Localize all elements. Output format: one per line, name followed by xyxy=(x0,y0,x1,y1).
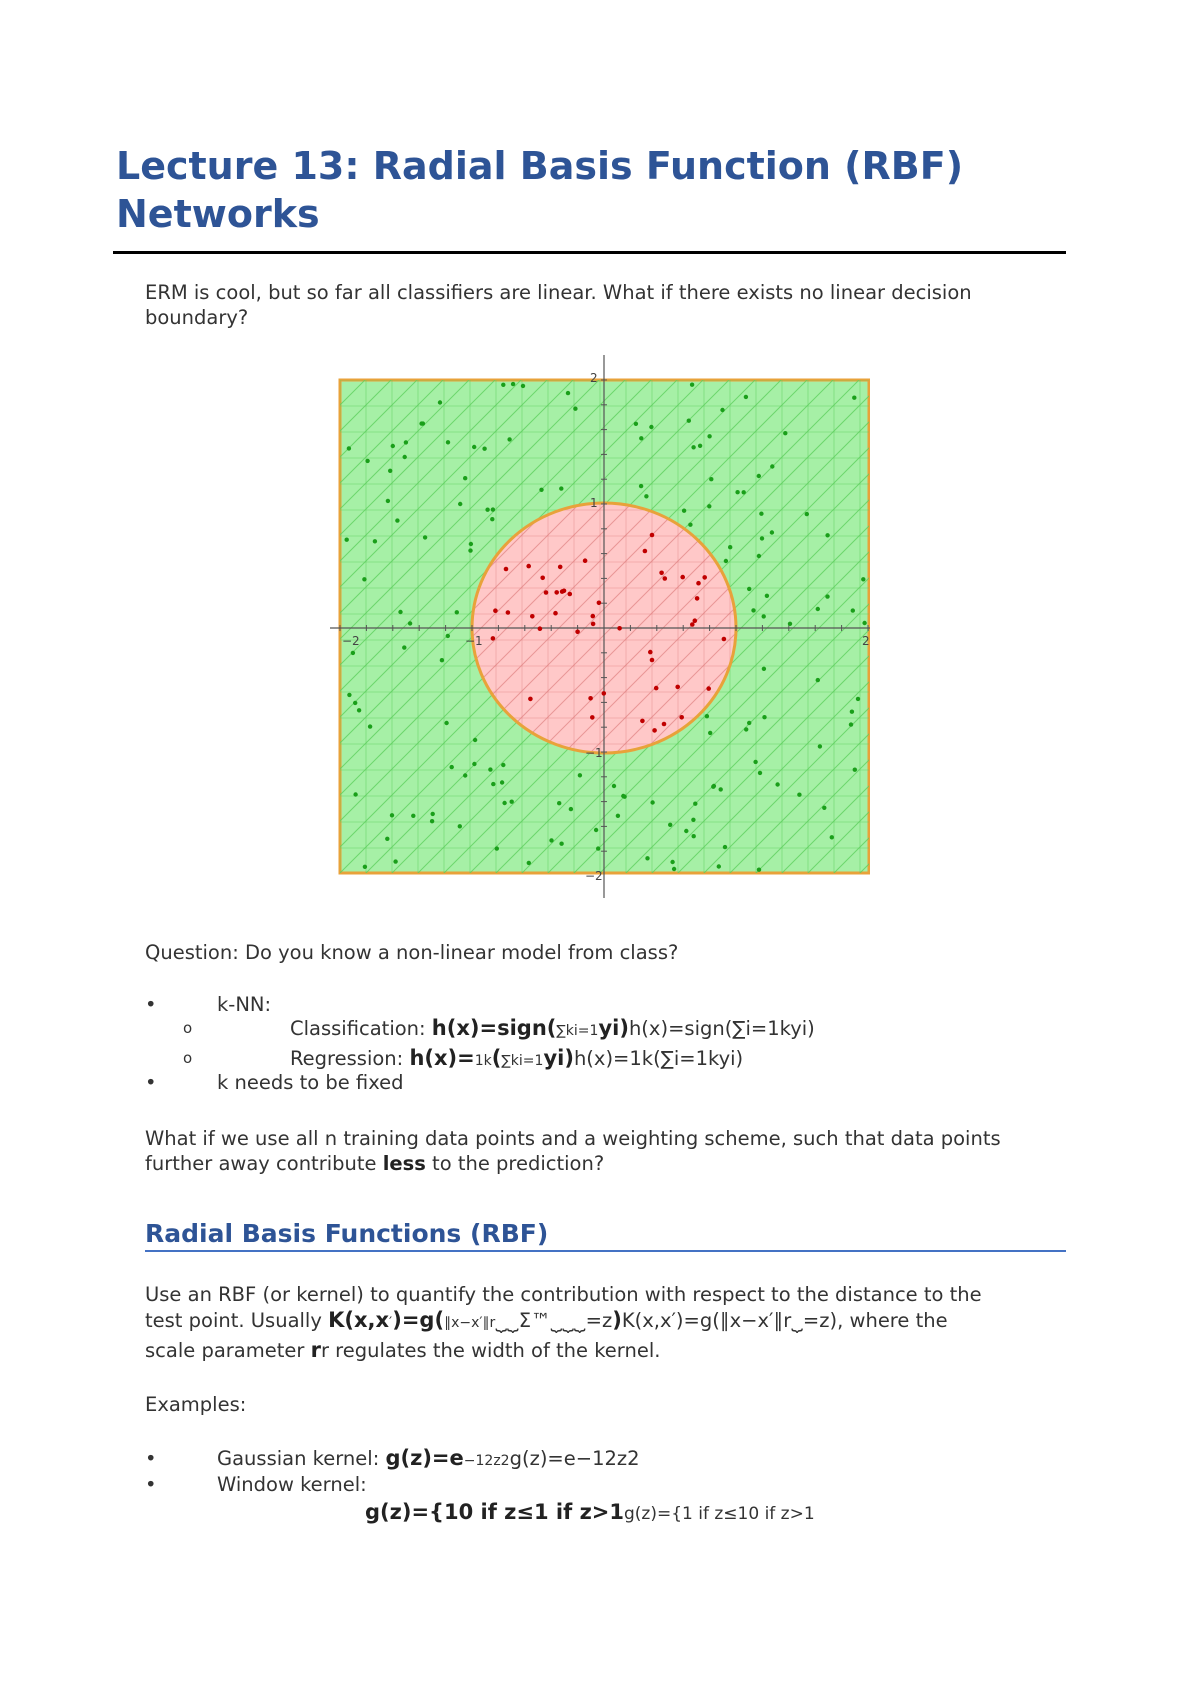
class-a-point xyxy=(353,792,357,796)
class-a-point xyxy=(634,422,638,426)
class-b-point xyxy=(544,590,549,595)
class-a-point xyxy=(707,434,711,438)
regression-math-frac: 1k xyxy=(474,1053,492,1069)
bullet-icon: • xyxy=(145,1473,157,1496)
rbf-line-1: Use an RBF (or kernel) to quantify the contribution with respect to the distance to the xyxy=(145,1283,982,1306)
classification-math-close: ) xyxy=(619,1016,629,1040)
class-a-point xyxy=(362,577,366,581)
rbf-line-2-prefix: test point. Usually xyxy=(145,1309,329,1332)
class-a-point xyxy=(760,536,764,540)
class-a-point xyxy=(596,846,600,850)
class-b-point xyxy=(553,611,558,616)
class-a-point xyxy=(357,708,361,712)
class-a-point xyxy=(708,731,712,735)
class-b-point xyxy=(530,614,535,619)
class-a-point xyxy=(818,744,822,748)
class-a-point xyxy=(612,784,616,788)
class-a-point xyxy=(510,800,514,804)
class-b-point xyxy=(650,658,655,663)
hatch-line xyxy=(330,380,339,873)
class-a-point xyxy=(569,807,573,811)
class-a-point xyxy=(559,842,563,846)
class-a-point xyxy=(458,824,462,828)
kernel-math-plain: K(x,x′)=g(∥x−x′∥r⏟=z) xyxy=(621,1309,838,1332)
class-a-point xyxy=(751,608,755,612)
class-a-point xyxy=(762,614,766,618)
class-a-point xyxy=(472,762,476,766)
x-tick-label-neg2: −2 xyxy=(342,634,360,648)
class-a-point xyxy=(672,867,676,871)
decision-boundary-figure xyxy=(330,350,870,898)
class-a-point xyxy=(758,771,762,775)
weighting-text-after: to the prediction? xyxy=(425,1152,605,1175)
y-tick-label-neg2: −2 xyxy=(585,869,603,883)
class-a-point xyxy=(365,459,369,463)
class-a-point xyxy=(450,765,454,769)
class-a-point xyxy=(684,829,688,833)
class-a-point xyxy=(690,383,694,387)
regression-math-close: ) xyxy=(564,1046,574,1070)
class-a-point xyxy=(495,846,499,850)
regression-prefix: Regression: xyxy=(290,1047,410,1070)
class-a-point xyxy=(639,484,643,488)
class-a-point xyxy=(446,440,450,444)
class-b-point xyxy=(680,575,685,580)
class-a-point xyxy=(805,512,809,516)
rbf-line-2-suffix: , where the xyxy=(837,1309,948,1332)
class-a-point xyxy=(762,667,766,671)
regression-math-sum: ∑ki=1 xyxy=(501,1053,544,1069)
class-a-point xyxy=(712,784,716,788)
class-b-point xyxy=(663,576,668,581)
scale-param-plain: r xyxy=(320,1339,329,1362)
class-b-point xyxy=(659,571,664,576)
gaussian-math-exp: −12z2 xyxy=(463,1453,510,1469)
kernel-math-brace: ⏟⏟Σ™⏟⏟⏟=z xyxy=(495,1309,613,1332)
class-a-point xyxy=(411,814,415,818)
question-paragraph: Question: Do you know a non-linear model from class? xyxy=(145,941,679,964)
window-math-big: g(z)={10 if z≤1 if z>1 xyxy=(365,1500,624,1524)
classification-math-plain: h(x)=sign(∑i=1kyi) xyxy=(628,1017,815,1040)
kernel-math-b: )=g( xyxy=(392,1308,445,1332)
class-a-point xyxy=(578,773,582,777)
intro-paragraph: ERM is cool, but so far all classifiers are linear. What if there exists no linear decision boundary? xyxy=(145,281,972,329)
class-a-point xyxy=(691,445,695,449)
class-a-point xyxy=(816,607,820,611)
class-a-point xyxy=(539,488,543,492)
rbf-line-3-prefix: scale parameter xyxy=(145,1339,311,1362)
bullet-icon: • xyxy=(145,1447,157,1470)
class-a-point xyxy=(363,865,367,869)
class-a-point xyxy=(723,845,727,849)
class-a-point xyxy=(408,621,412,625)
class-a-point xyxy=(616,814,620,818)
kernel-math-a: K(x,x xyxy=(328,1308,390,1332)
class-a-point xyxy=(719,787,723,791)
window-kernel-formula xyxy=(365,1500,815,1524)
knn-label: k-NN: xyxy=(217,993,272,1016)
class-b-point xyxy=(654,686,659,691)
title-divider xyxy=(113,251,1066,254)
y-tick-label-pos1: 1 xyxy=(590,496,598,510)
window-math-plain: g(z)={1 if z≤10 if z>1 xyxy=(624,1504,815,1524)
class-a-point xyxy=(783,431,787,435)
class-b-point xyxy=(526,564,531,569)
section-heading-rbf: Radial Basis Functions (RBF) xyxy=(145,1219,549,1248)
class-a-point xyxy=(473,738,477,742)
class-a-point xyxy=(720,408,724,412)
class-a-point xyxy=(852,396,856,400)
rbf-line-2 xyxy=(145,1308,1065,1336)
class-a-point xyxy=(444,721,448,725)
weighting-text-bold: less xyxy=(382,1152,426,1175)
class-a-point xyxy=(388,469,392,473)
class-a-point xyxy=(649,425,653,429)
class-b-point xyxy=(652,728,657,733)
class-a-point xyxy=(830,835,834,839)
class-a-point xyxy=(709,477,713,481)
class-a-point xyxy=(511,382,515,386)
class-a-point xyxy=(622,795,626,799)
class-b-point xyxy=(675,685,680,690)
class-a-point xyxy=(469,542,473,546)
class-b-point xyxy=(554,590,559,595)
class-b-point xyxy=(679,715,684,720)
class-a-point xyxy=(744,395,748,399)
class-a-point xyxy=(488,767,492,771)
class-a-point xyxy=(491,782,495,786)
window-prefix: Window kernel: xyxy=(217,1473,367,1496)
class-a-point xyxy=(386,499,390,503)
class-b-point xyxy=(696,581,701,586)
class-a-point xyxy=(707,504,711,508)
class-b-point xyxy=(491,636,496,641)
class-b-point xyxy=(506,610,511,615)
regression-math-yi: yi xyxy=(543,1046,565,1070)
class-a-point xyxy=(688,523,692,527)
class-b-point xyxy=(575,630,580,635)
bullet-icon: • xyxy=(145,993,157,1016)
class-a-point xyxy=(507,437,511,441)
class-a-point xyxy=(757,868,761,872)
class-a-point xyxy=(735,490,739,494)
class-a-point xyxy=(747,721,751,725)
classification-math-a: h(x)=sign( xyxy=(431,1016,557,1040)
class-a-point xyxy=(438,400,442,404)
class-a-point xyxy=(753,760,757,764)
class-a-point xyxy=(762,715,766,719)
sub-bullet-icon: o xyxy=(183,1019,193,1037)
class-a-point xyxy=(705,714,709,718)
class-a-point xyxy=(816,678,820,682)
class-b-point xyxy=(562,589,567,594)
class-a-point xyxy=(645,856,649,860)
class-a-point xyxy=(862,621,866,625)
x-tick-label-pos2: 2 xyxy=(862,634,870,648)
class-a-point xyxy=(747,587,751,591)
class-b-point xyxy=(588,696,593,701)
x-tick-label-neg1: −1 xyxy=(465,634,483,648)
class-a-point xyxy=(455,610,459,614)
class-b-point xyxy=(591,614,596,619)
class-b-point xyxy=(538,626,543,631)
class-a-point xyxy=(853,768,857,772)
regression-math-open: ( xyxy=(491,1046,502,1070)
class-a-point xyxy=(797,793,801,797)
class-a-point xyxy=(668,823,672,827)
class-b-point xyxy=(583,558,588,563)
class-a-point xyxy=(825,533,829,537)
class-a-point xyxy=(765,594,769,598)
class-a-point xyxy=(446,634,450,638)
decision-boundary-plot xyxy=(330,350,870,898)
class-a-point xyxy=(485,508,489,512)
class-a-point xyxy=(398,610,402,614)
class-a-point xyxy=(385,837,389,841)
class-a-point xyxy=(573,407,577,411)
class-a-point xyxy=(500,780,504,784)
weighting-text-before: What if we use all n training data points and a weighting scheme, such that data points further away contribute xyxy=(145,1127,1001,1175)
classification-prefix: Classification: xyxy=(290,1017,432,1040)
kernel-math-prime: ′ xyxy=(389,1315,393,1331)
class-a-point xyxy=(490,517,494,521)
class-a-point xyxy=(501,383,505,387)
class-a-point xyxy=(825,594,829,598)
class-a-point xyxy=(393,859,397,863)
gaussian-math-a: g(z)=e xyxy=(385,1446,464,1470)
class-a-point xyxy=(692,834,696,838)
gaussian-math-plain: g(z)=e−12z2 xyxy=(509,1447,640,1470)
class-a-point xyxy=(521,384,525,388)
class-a-point xyxy=(463,773,467,777)
class-b-point xyxy=(597,601,602,606)
class-a-point xyxy=(742,490,746,494)
class-a-point xyxy=(744,727,748,731)
class-a-point xyxy=(687,419,691,423)
class-a-point xyxy=(759,512,763,516)
class-b-point xyxy=(590,715,595,720)
class-a-point xyxy=(650,800,654,804)
rbf-line-3-suffix: regulates the width of the kernel. xyxy=(328,1339,661,1362)
rbf-line-3 xyxy=(145,1338,1065,1363)
class-a-point xyxy=(698,444,702,448)
class-b-point xyxy=(568,592,573,597)
class-a-point xyxy=(775,782,779,786)
bullet-icon: • xyxy=(145,1071,157,1094)
class-b-point xyxy=(602,691,607,696)
kernel-math-norm: ∥x−x′∥r xyxy=(444,1315,496,1331)
class-a-point xyxy=(757,474,761,478)
class-b-point xyxy=(662,722,667,727)
class-a-point xyxy=(404,440,408,444)
class-a-point xyxy=(482,447,486,451)
class-a-point xyxy=(390,813,394,817)
class-a-point xyxy=(368,724,372,728)
class-a-point xyxy=(472,445,476,449)
class-b-point xyxy=(640,719,645,724)
weighting-paragraph xyxy=(145,1126,1065,1176)
gaussian-prefix: Gaussian kernel: xyxy=(217,1447,386,1470)
class-a-point xyxy=(566,391,570,395)
class-a-point xyxy=(501,763,505,767)
scale-param-math: r xyxy=(310,1338,321,1362)
class-a-point xyxy=(670,860,674,864)
class-a-point xyxy=(395,518,399,522)
class-a-point xyxy=(639,436,643,440)
class-a-point xyxy=(351,651,355,655)
class-b-point xyxy=(722,637,727,642)
class-a-point xyxy=(682,509,686,513)
class-a-point xyxy=(594,828,598,832)
examples-label: Examples: xyxy=(145,1393,247,1416)
class-b-point xyxy=(706,686,711,691)
class-a-point xyxy=(527,861,531,865)
hatch-line xyxy=(330,380,339,873)
class-a-point xyxy=(463,476,467,480)
class-a-point xyxy=(856,697,860,701)
class-a-point xyxy=(353,701,357,705)
class-a-point xyxy=(693,802,697,806)
class-b-point xyxy=(650,533,655,538)
class-a-point xyxy=(557,801,561,805)
class-a-point xyxy=(458,502,462,506)
class-a-point xyxy=(468,548,472,552)
class-b-point xyxy=(695,596,700,601)
kernel-math-close: ) xyxy=(612,1308,622,1332)
class-b-point xyxy=(690,622,695,627)
class-a-point xyxy=(431,812,435,816)
class-a-point xyxy=(770,464,774,468)
class-a-point xyxy=(861,577,865,581)
class-a-point xyxy=(757,554,761,558)
class-a-point xyxy=(850,710,854,714)
class-b-point xyxy=(648,650,653,655)
class-a-point xyxy=(440,658,444,662)
class-a-point xyxy=(822,806,826,810)
class-b-point xyxy=(643,549,648,554)
class-a-point xyxy=(770,530,774,534)
class-a-point xyxy=(724,559,728,563)
regression-math-plain: h(x)=1k(∑i=1kyi) xyxy=(573,1047,744,1070)
class-a-point xyxy=(717,864,721,868)
class-a-point xyxy=(419,421,423,425)
class-a-point xyxy=(430,819,434,823)
class-a-point xyxy=(403,455,407,459)
class-a-point xyxy=(345,538,349,542)
classification-math-sum: ∑ki=1 xyxy=(556,1023,599,1039)
class-b-point xyxy=(693,618,698,623)
sub-bullet-icon: o xyxy=(183,1049,193,1067)
y-tick-label-neg1: −1 xyxy=(585,746,603,760)
class-a-point xyxy=(849,722,853,726)
class-b-point xyxy=(504,567,509,572)
classification-math-yi: yi xyxy=(598,1016,620,1040)
class-b-point xyxy=(591,622,596,627)
class-a-point xyxy=(423,535,427,539)
class-a-point xyxy=(851,608,855,612)
class-a-point xyxy=(391,444,395,448)
section-divider xyxy=(145,1250,1066,1252)
class-a-point xyxy=(559,486,563,490)
class-a-point xyxy=(347,693,351,697)
class-a-point xyxy=(402,645,406,649)
regression-math-a: h(x)= xyxy=(409,1046,475,1070)
class-a-point xyxy=(691,818,695,822)
class-a-point xyxy=(502,801,506,805)
class-b-point xyxy=(528,697,533,702)
class-a-point xyxy=(373,539,377,543)
class-a-point xyxy=(644,494,648,498)
class-b-point xyxy=(493,608,498,613)
class-b-point xyxy=(540,576,545,581)
class-a-point xyxy=(728,545,732,549)
class-a-point xyxy=(347,446,351,450)
page-title: Lecture 13: Radial Basis Function (RBF) Networks xyxy=(116,144,964,236)
class-a-point xyxy=(491,507,495,511)
y-tick-label-pos2: 2 xyxy=(590,371,598,385)
class-b-point xyxy=(702,575,707,580)
class-b-point xyxy=(617,626,622,631)
class-a-point xyxy=(788,622,792,626)
class-a-point xyxy=(549,838,553,842)
class-b-point xyxy=(558,565,563,570)
k-fixed-text: k needs to be fixed xyxy=(217,1071,404,1094)
